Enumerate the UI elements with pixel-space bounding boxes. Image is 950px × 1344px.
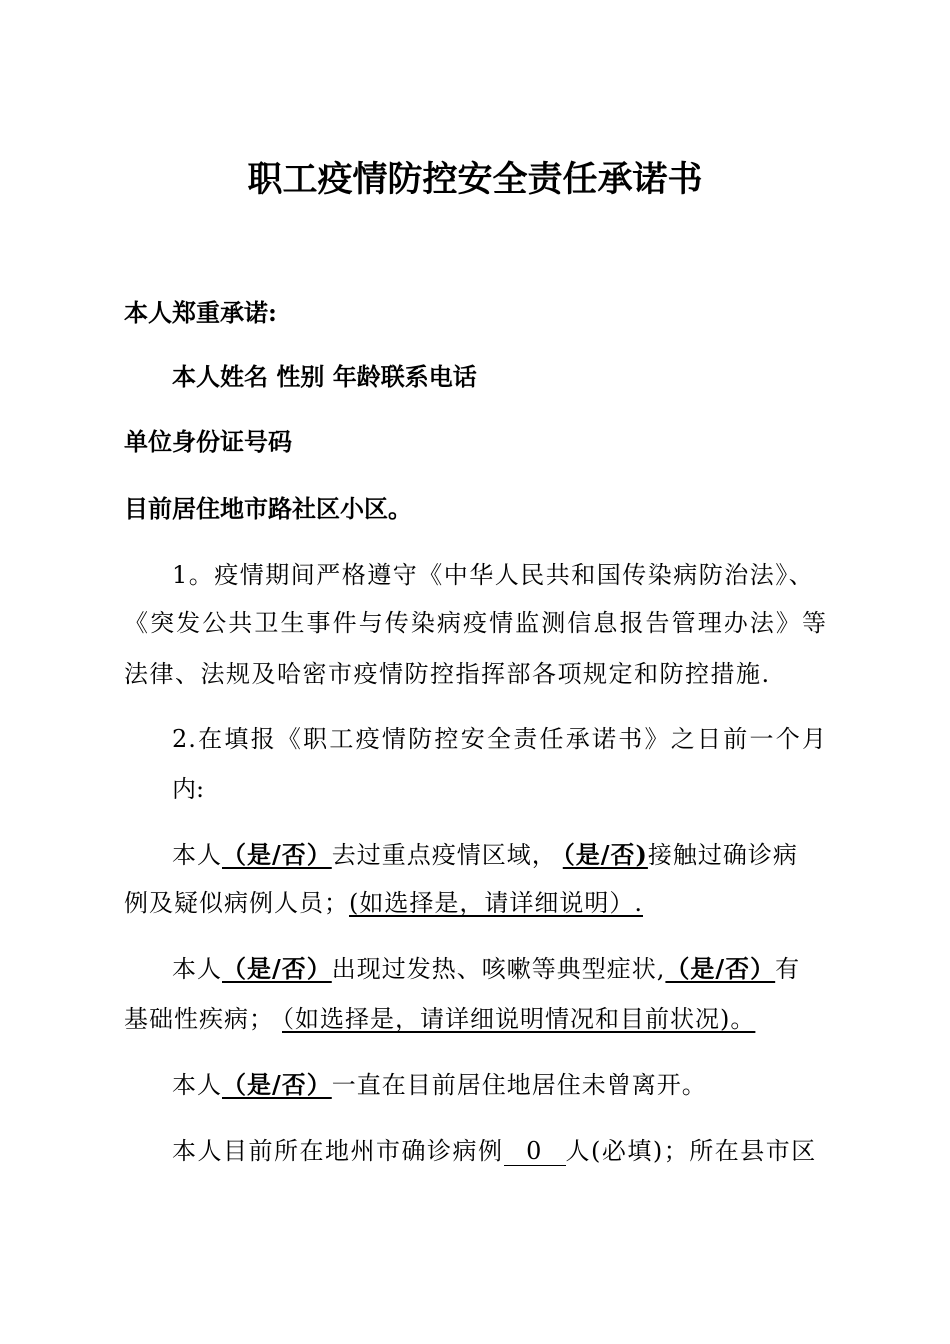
p1-line2 [124,886,643,920]
p4-text-a: 本人目前所在地州市确诊病例 [172,1137,504,1165]
p3-text-b: 一直在目前居住地居住未曾离开。 [331,1071,707,1099]
personal-info-line: 本人姓名 性别 年龄联系电话 [172,362,477,391]
item1-line3: 法律、法规及哈密市疫情防控指挥部各项规定和防控措施. [124,660,771,688]
p1-option-contact[interactable]: （是/否) [562,840,648,869]
item1-line1: 1。疫情期间严格遵守《中华人民共和国传染病防治法》、 [172,561,815,589]
p3-text-a: 本人 [172,1071,222,1099]
p3-option-stayed[interactable]: （是/否） [222,1070,332,1099]
p4-line1 [172,1134,817,1168]
intro-heading: 本人郑重承诺: [124,298,277,327]
workplace-id-line: 单位身份证号码 [124,427,292,456]
p1-text-b: 去过重点疫情区域， [331,841,557,869]
p2-note[interactable]: （如选择是，请详细说明情况和目前状况)。 [282,1005,756,1033]
item2-line1: 2.在填报《职工疫情防控安全责任承诺书》之日前一个月 [172,725,827,753]
document-title: 职工疫情防控安全责任承诺书 [247,159,703,200]
p1-text-d: 例及疑似病例人员； [124,889,349,917]
p2-line1 [172,952,800,986]
p2-option-symptoms[interactable]: （是/否） [222,954,332,983]
residence-line: 目前居住地市路社区小区。 [124,494,412,523]
p1-note[interactable]: (如选择是，请详细说明）. [349,889,643,917]
p1-option-visited[interactable]: （是/否） [222,840,332,869]
p2-option-disease[interactable]: （是/否） [665,954,776,983]
p2-text-b: 出现过发热、咳嗽等典型症状, [331,955,666,983]
p1-text-c: 接触过确诊病 [647,841,798,869]
p2-text-c: 有 [775,955,801,983]
p3-line1 [172,1068,707,1102]
item1-line2: 《突发公共卫生事件与传染病疫情监测信息报告管理办法》等 [124,609,827,637]
p1-text-a: 本人 [172,841,222,869]
p2-text-d: 基础性疾病； [124,1005,274,1033]
p1-line1 [172,838,798,872]
p2-line2 [124,1002,755,1036]
confirmed-count-field[interactable]: 0 [504,1137,566,1166]
p4-text-b: 人(必填)；所在县市区 [565,1137,817,1165]
item2-line2: 内: [172,775,205,803]
p2-text-a: 本人 [172,955,222,983]
